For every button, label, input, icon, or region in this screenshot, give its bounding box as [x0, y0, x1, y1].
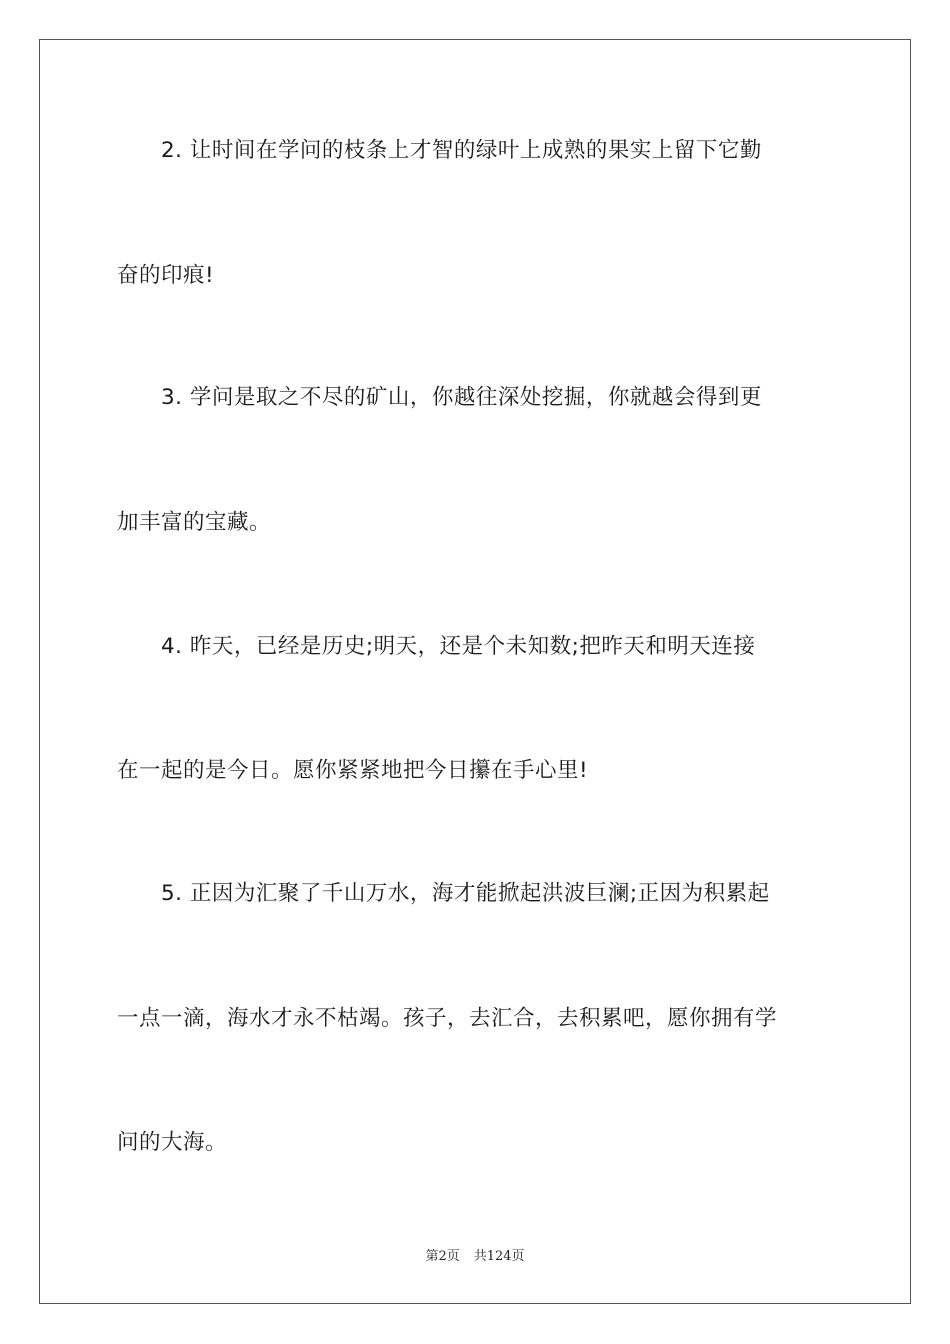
page-footer	[0, 1249, 950, 1265]
paragraph-3-line-2: 加丰富的宝藏。	[117, 510, 272, 535]
page-total: 共124页	[473, 1249, 525, 1264]
paragraph-5-line-1: 5. 正因为汇聚了千山万水，海才能掀起洪波巨澜;正因为积累起	[161, 881, 770, 906]
paragraph-2-line-1: 2. 让时间在学问的枝条上才智的绿叶上成熟的果实上留下它勤	[161, 138, 762, 163]
paragraph-4-line-2: 在一起的是今日。愿你紧紧地把今日攥在手心里!	[117, 758, 589, 783]
page-number: 第2页	[425, 1249, 460, 1264]
paragraph-5-line-2: 一点一滴，海水才永不枯竭。孩子，去汇合，去积累吧，愿你拥有学	[117, 1006, 778, 1031]
paragraph-4-line-1: 4. 昨天，已经是历史;明天，还是个未知数;把昨天和明天连接	[161, 634, 756, 659]
paragraph-3-line-1: 3. 学问是取之不尽的矿山，你越往深处挖掘，你就越会得到更	[161, 385, 762, 410]
paragraph-2-line-2: 奋的印痕!	[117, 263, 215, 288]
paragraph-5-line-3: 问的大海。	[117, 1130, 228, 1155]
page-frame	[39, 39, 911, 1304]
